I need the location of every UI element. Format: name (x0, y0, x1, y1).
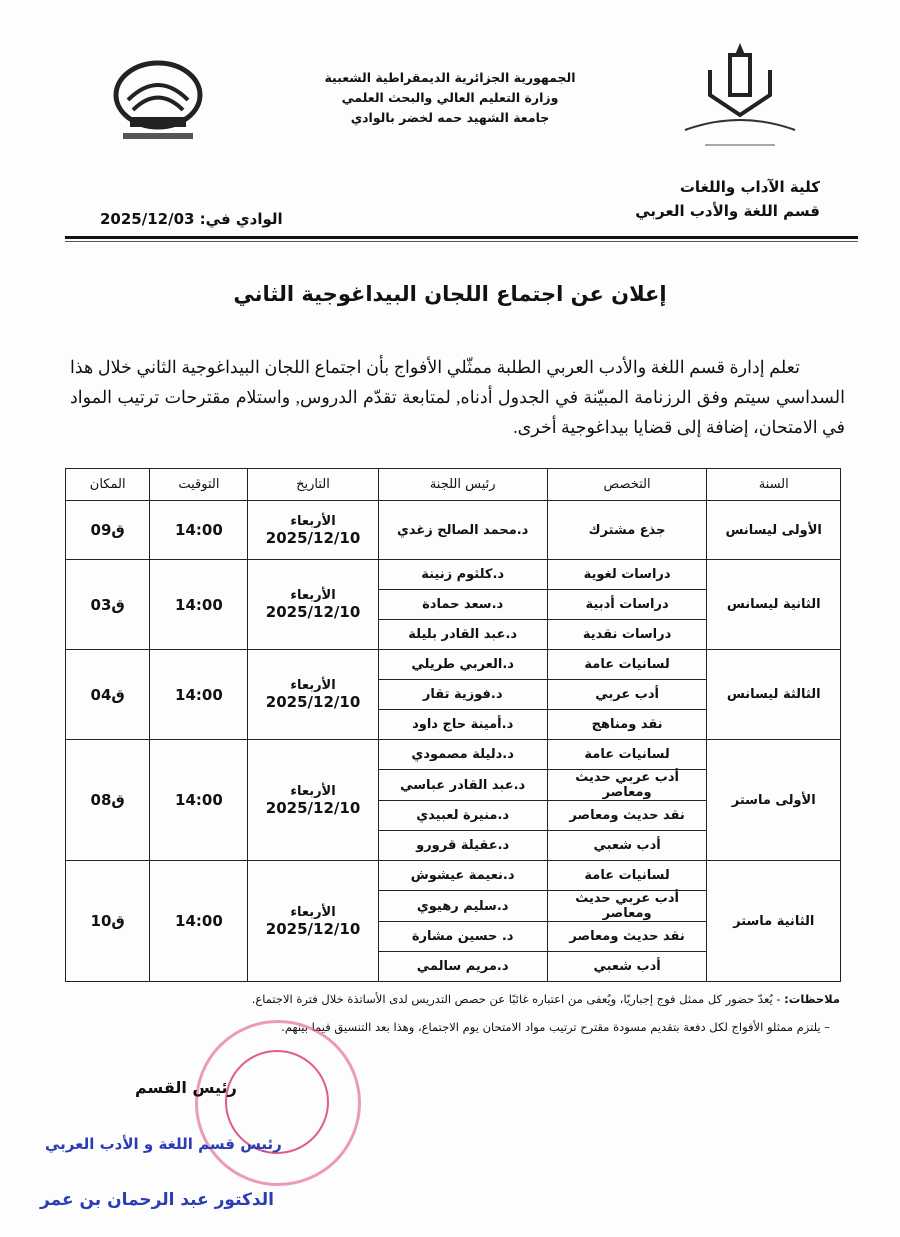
date-cell (248, 861, 378, 982)
date-value: 2025/12/10 (265, 528, 361, 547)
chair-cell: د.عقيلة قرورو (378, 831, 547, 861)
faculty-block (635, 175, 820, 223)
room-cell: ق04 (66, 650, 150, 740)
chair-cell: د. حسين مشارة (378, 922, 547, 952)
year-cell: الثالثة ليسانس (707, 650, 841, 740)
year-cell: الأولى ليسانس (707, 501, 841, 560)
specialty-cell: أدب عربي حديث ومعاصر (547, 891, 707, 922)
date-value: 2025/12/10 (265, 603, 361, 621)
date-value: 2025/12/10 (265, 798, 361, 817)
department-name: قسم اللغة والأدب العربي (635, 202, 820, 220)
chair-cell: د.منيرة لعبيدي (378, 801, 547, 831)
notes-label: ملاحظات: (784, 992, 840, 1006)
room-cell: ق10 (66, 861, 150, 982)
date-cell (248, 501, 378, 560)
time-cell: 14:00 (150, 740, 248, 861)
chair-cell: د.نعيمة عيشوش (378, 861, 547, 891)
header-line: جامعة الشهيد حمه لخضر بالوادي (350, 110, 550, 125)
note-item (60, 985, 840, 1013)
date-cell (248, 740, 378, 861)
faculty-name: كلية الآداب واللغات (679, 178, 820, 196)
room-cell: ق09 (66, 501, 150, 560)
year-cell: الثانية ليسانس (707, 560, 841, 650)
specialty-cell: جذع مشترك (547, 501, 707, 560)
time-cell: 14:00 (150, 560, 248, 650)
table-row (66, 740, 841, 770)
specialty-cell: لسانيات عامة (547, 861, 707, 891)
specialty-cell: أدب عربي حديث ومعاصر (547, 770, 707, 801)
day-label: الأربعاء (290, 678, 336, 693)
chair-cell: د.دليلة مصمودي (378, 740, 547, 770)
time-cell: 14:00 (150, 650, 248, 740)
column-header: السنة (707, 469, 841, 501)
chair-cell: د.سليم رهيوي (378, 891, 547, 922)
room-cell: ق08 (66, 740, 150, 861)
notes (60, 985, 840, 1041)
date-value: 2025/12/10 (265, 693, 361, 711)
specialty-cell: أدب شعبي (547, 831, 707, 861)
chair-cell: د.عبد القادر بليلة (378, 620, 547, 650)
date-cell (248, 650, 378, 740)
chair-cell: د.العربي طريلي (378, 650, 547, 680)
chair-cell: د.عبد القادر عباسي (378, 770, 547, 801)
table-row (66, 560, 841, 590)
specialty-cell: لسانيات عامة (547, 650, 707, 680)
chair-cell: د.محمد الصالح زغدي (378, 501, 547, 560)
year-cell: الأولى ماستر (707, 740, 841, 861)
divider (65, 241, 858, 242)
chair-cell: د.فوزية تقار (378, 680, 547, 710)
specialty-cell: دراسات لغوية (547, 560, 707, 590)
chair-cell: د.كلثوم زنينة (378, 560, 547, 590)
header-line: وزارة التعليم العالي والبحث العلمي (341, 90, 559, 105)
schedule-table (65, 468, 841, 982)
chair-cell: د.مريم سالمي (378, 952, 547, 982)
specialty-cell: نقد حديث ومعاصر (547, 922, 707, 952)
day-label: الأربعاء (290, 904, 336, 920)
day-label: الأربعاء (290, 783, 336, 799)
university-logo (108, 55, 208, 150)
table-row (66, 861, 841, 891)
table-row (66, 501, 841, 560)
chair-cell: د.أمينة حاج داود (378, 710, 547, 740)
room-cell: ق03 (66, 560, 150, 650)
intro-paragraph: تعلم إدارة قسم اللغة والأدب العربي الطلبة ممثّلي الأفواج بأن اجتماع اللجان البيداغوجية الثاني خلال هذا السداسي سيتم وفق الرزنامة المبيّنة في الجدول أدناه, لمتابعة تقدّم الدروس, واستلام مقترحات ترتيب المواد في الامتحان، إضافة إلى قضايا بيداغوجية أخرى. (70, 357, 845, 437)
header-line: الجمهورية الجزائرية الديمقراطية الشعبية (324, 70, 576, 85)
specialty-cell: أدب شعبي (547, 952, 707, 982)
day-label: الأربعاء (290, 588, 336, 603)
specialty-cell: دراسات نقدية (547, 620, 707, 650)
date-value: 2025/12/10 (265, 919, 361, 938)
faculty-logo (670, 40, 810, 155)
specialty-cell: نقد ومناهج (547, 710, 707, 740)
specialty-cell: دراسات أدبية (547, 590, 707, 620)
column-header: التاريخ (248, 469, 378, 501)
republic-header (300, 68, 600, 128)
time-cell: 14:00 (150, 501, 248, 560)
column-header: المكان (66, 469, 150, 501)
divider (65, 236, 858, 239)
page-title: إعلان عن اجتماع اللجان البيداغوجية الثاني (233, 282, 667, 306)
specialty-cell: أدب عربي (547, 680, 707, 710)
year-cell: الثانية ماستر (707, 861, 841, 982)
table-row (66, 650, 841, 680)
signature-title: رئيس القسم (135, 1078, 237, 1097)
specialty-cell: نقد حديث ومعاصر (547, 801, 707, 831)
time-cell: 14:00 (150, 861, 248, 982)
column-header: رئيس اللجنة (378, 469, 547, 501)
signature-line: رئيس قسم اللغة و الأدب العربي (45, 1135, 282, 1153)
note-item: – يلتزم ممثلو الأفواج لكل دفعة بتقديم مسودة مقترح ترتيب مواد الامتحان يوم الاجتماع، وهذا بعد التنسيق فيما بينهم. (281, 1020, 830, 1034)
column-header: التخصص (547, 469, 707, 501)
day-label: الأربعاء (290, 513, 336, 529)
signature-name: الدكتور عبد الرحمان بن عمر (40, 1190, 274, 1210)
date-cell (248, 560, 378, 650)
document-date: الوادي في: 2025/12/03 (100, 210, 283, 228)
specialty-cell: لسانيات عامة (547, 740, 707, 770)
note-text: - يُعدّ حضور كل ممثل فوج إجباريًا، ويُعفى من اعتباره غائبًا عن حصص التدريس لدى الأساتذة خلال فترة الاجتماع. (251, 992, 781, 1006)
chair-cell: د.سعد حمادة (378, 590, 547, 620)
table-header-row (66, 469, 841, 501)
column-header: التوقيت (150, 469, 248, 501)
